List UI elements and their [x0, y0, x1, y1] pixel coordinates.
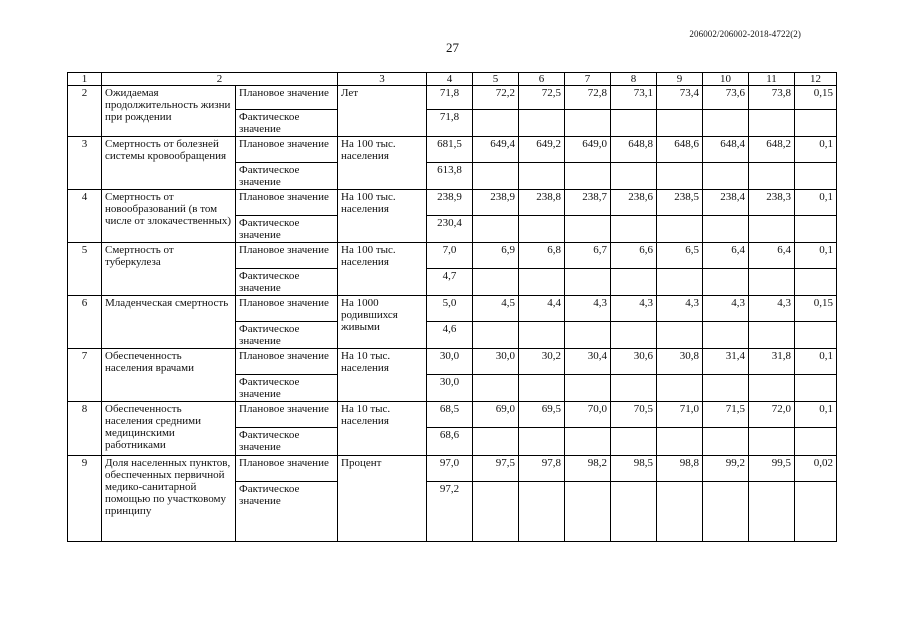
- indicator-name: Смертность от новообразований (в том числе от злокачественных): [102, 190, 236, 243]
- planned-value: 72,8: [565, 86, 611, 110]
- planned-value: 648,6: [657, 137, 703, 163]
- empty-cell: [611, 322, 657, 349]
- empty-cell: [749, 216, 795, 243]
- planned-value: 0,1: [795, 137, 837, 163]
- row-number: 8: [68, 402, 102, 456]
- empty-cell: [519, 482, 565, 542]
- planned-value: 0,1: [795, 243, 837, 269]
- row-number: 7: [68, 349, 102, 402]
- empty-cell: [703, 216, 749, 243]
- planned-value: 30,8: [657, 349, 703, 375]
- planned-value: 70,5: [611, 402, 657, 428]
- empty-cell: [749, 428, 795, 456]
- planned-value: 72,2: [473, 86, 519, 110]
- planned-value: 72,5: [519, 86, 565, 110]
- empty-cell: [795, 375, 837, 402]
- empty-cell: [749, 163, 795, 190]
- empty-cell: [657, 269, 703, 296]
- empty-cell: [657, 163, 703, 190]
- actual-label: Фактическое значение: [236, 375, 338, 402]
- planned-label: Плановое значение: [236, 296, 338, 322]
- header-cell: 11: [749, 73, 795, 86]
- planned-value: 97,5: [473, 456, 519, 482]
- planned-label: Плановое значение: [236, 456, 338, 482]
- unit-cell: Лет: [338, 86, 427, 137]
- actual-label: Фактическое значение: [236, 110, 338, 137]
- empty-cell: [473, 428, 519, 456]
- empty-cell: [565, 110, 611, 137]
- page-number: 27: [446, 40, 459, 55]
- planned-value: 71,5: [703, 402, 749, 428]
- empty-cell: [519, 110, 565, 137]
- planned-value: 97,8: [519, 456, 565, 482]
- header-cell: 5: [473, 73, 519, 86]
- planned-label: Плановое значение: [236, 190, 338, 216]
- planned-value: 72,0: [749, 402, 795, 428]
- empty-cell: [749, 375, 795, 402]
- planned-value: 0,1: [795, 402, 837, 428]
- planned-value: 71,0: [657, 402, 703, 428]
- planned-label: Плановое значение: [236, 86, 338, 110]
- planned-value: 0,15: [795, 296, 837, 322]
- unit-cell: На 10 тыс. населения: [338, 402, 427, 456]
- empty-cell: [565, 375, 611, 402]
- planned-value: 31,4: [703, 349, 749, 375]
- empty-cell: [565, 428, 611, 456]
- empty-cell: [519, 428, 565, 456]
- planned-value: 97,0: [427, 456, 473, 482]
- actual-value: 97,2: [427, 482, 473, 542]
- empty-cell: [703, 269, 749, 296]
- table-row: [68, 243, 837, 269]
- row-number: 5: [68, 243, 102, 296]
- empty-cell: [611, 216, 657, 243]
- actual-value: 71,8: [427, 110, 473, 137]
- header-cell: 12: [795, 73, 837, 86]
- planned-value: 5,0: [427, 296, 473, 322]
- empty-cell: [749, 110, 795, 137]
- empty-cell: [657, 322, 703, 349]
- table-row: [68, 86, 837, 110]
- empty-cell: [611, 375, 657, 402]
- empty-cell: [703, 110, 749, 137]
- planned-value: 99,2: [703, 456, 749, 482]
- planned-value: 238,8: [519, 190, 565, 216]
- planned-value: 30,0: [473, 349, 519, 375]
- empty-cell: [795, 269, 837, 296]
- table-row: [68, 349, 837, 375]
- planned-value: 71,8: [427, 86, 473, 110]
- empty-cell: [565, 163, 611, 190]
- table-row: [68, 137, 837, 163]
- planned-value: 0,1: [795, 190, 837, 216]
- planned-value: 30,6: [611, 349, 657, 375]
- planned-value: 238,9: [473, 190, 519, 216]
- planned-value: 69,5: [519, 402, 565, 428]
- table-row: [68, 402, 837, 428]
- planned-value: 4,3: [565, 296, 611, 322]
- empty-cell: [703, 322, 749, 349]
- planned-value: 238,7: [565, 190, 611, 216]
- planned-value: 238,5: [657, 190, 703, 216]
- indicator-name: Смертность от туберкулеза: [102, 243, 236, 296]
- header-cell: 4: [427, 73, 473, 86]
- planned-value: 73,6: [703, 86, 749, 110]
- empty-cell: [565, 269, 611, 296]
- unit-cell: На 100 тыс. населения: [338, 243, 427, 296]
- actual-label: Фактическое значение: [236, 269, 338, 296]
- planned-value: 238,4: [703, 190, 749, 216]
- planned-value: 6,9: [473, 243, 519, 269]
- actual-value: 68,6: [427, 428, 473, 456]
- table-row: [68, 190, 837, 216]
- empty-cell: [473, 110, 519, 137]
- empty-cell: [703, 482, 749, 542]
- actual-value: 4,7: [427, 269, 473, 296]
- empty-cell: [519, 375, 565, 402]
- planned-value: 6,8: [519, 243, 565, 269]
- planned-value: 6,6: [611, 243, 657, 269]
- actual-label: Фактическое значение: [236, 322, 338, 349]
- actual-label: Фактическое значение: [236, 163, 338, 190]
- planned-label: Плановое значение: [236, 137, 338, 163]
- planned-value: 98,5: [611, 456, 657, 482]
- document-id: 206002/206002-2018-4722(2): [689, 29, 801, 39]
- planned-value: 73,1: [611, 86, 657, 110]
- planned-value: 681,5: [427, 137, 473, 163]
- unit-cell: На 10 тыс. населения: [338, 349, 427, 402]
- empty-cell: [657, 428, 703, 456]
- planned-value: 4,3: [611, 296, 657, 322]
- actual-value: 613,8: [427, 163, 473, 190]
- empty-cell: [611, 163, 657, 190]
- row-number: 9: [68, 456, 102, 542]
- row-number: 4: [68, 190, 102, 243]
- actual-value: 30,0: [427, 375, 473, 402]
- planned-value: 649,0: [565, 137, 611, 163]
- empty-cell: [519, 269, 565, 296]
- header-cell: 9: [657, 73, 703, 86]
- empty-cell: [519, 322, 565, 349]
- empty-cell: [519, 163, 565, 190]
- planned-value: 4,5: [473, 296, 519, 322]
- planned-value: 6,7: [565, 243, 611, 269]
- actual-label: Фактическое значение: [236, 216, 338, 243]
- planned-value: 30,4: [565, 349, 611, 375]
- empty-cell: [657, 482, 703, 542]
- table-row: [68, 456, 837, 482]
- planned-value: 649,4: [473, 137, 519, 163]
- header-cell: 6: [519, 73, 565, 86]
- empty-cell: [703, 163, 749, 190]
- empty-cell: [565, 482, 611, 542]
- empty-cell: [795, 216, 837, 243]
- planned-value: 648,4: [703, 137, 749, 163]
- unit-cell: Процент: [338, 456, 427, 542]
- empty-cell: [795, 322, 837, 349]
- unit-cell: На 100 тыс. населения: [338, 190, 427, 243]
- planned-value: 31,8: [749, 349, 795, 375]
- header-cell: 8: [611, 73, 657, 86]
- empty-cell: [473, 322, 519, 349]
- empty-cell: [611, 110, 657, 137]
- planned-value: 649,2: [519, 137, 565, 163]
- indicators-table: [67, 72, 837, 542]
- planned-value: 0,02: [795, 456, 837, 482]
- planned-value: 0,15: [795, 86, 837, 110]
- header-row: [68, 73, 837, 86]
- planned-value: 69,0: [473, 402, 519, 428]
- planned-value: 238,9: [427, 190, 473, 216]
- planned-label: Плановое значение: [236, 243, 338, 269]
- empty-cell: [795, 482, 837, 542]
- empty-cell: [473, 216, 519, 243]
- planned-value: 0,1: [795, 349, 837, 375]
- planned-value: 70,0: [565, 402, 611, 428]
- empty-cell: [565, 322, 611, 349]
- empty-cell: [703, 428, 749, 456]
- planned-value: 98,2: [565, 456, 611, 482]
- planned-label: Плановое значение: [236, 402, 338, 428]
- planned-value: 6,4: [749, 243, 795, 269]
- indicator-name: Ожидаемая продолжительность жизни при рождении: [102, 86, 236, 137]
- header-cell: 10: [703, 73, 749, 86]
- empty-cell: [611, 428, 657, 456]
- empty-cell: [795, 428, 837, 456]
- empty-cell: [473, 163, 519, 190]
- planned-value: 6,5: [657, 243, 703, 269]
- planned-value: 648,8: [611, 137, 657, 163]
- actual-value: 4,6: [427, 322, 473, 349]
- empty-cell: [657, 375, 703, 402]
- row-number: 2: [68, 86, 102, 137]
- planned-value: 648,2: [749, 137, 795, 163]
- planned-value: 7,0: [427, 243, 473, 269]
- empty-cell: [473, 269, 519, 296]
- header-cell: 7: [565, 73, 611, 86]
- actual-label: Фактическое значение: [236, 482, 338, 542]
- indicator-name: Смертность от болезней системы кровообращения: [102, 137, 236, 190]
- planned-value: 68,5: [427, 402, 473, 428]
- empty-cell: [749, 322, 795, 349]
- planned-value: 4,3: [703, 296, 749, 322]
- planned-value: 30,2: [519, 349, 565, 375]
- indicator-name: Обеспеченность населения врачами: [102, 349, 236, 402]
- unit-cell: На 1000 родившихся живыми: [338, 296, 427, 349]
- row-number: 3: [68, 137, 102, 190]
- empty-cell: [473, 375, 519, 402]
- planned-value: 73,8: [749, 86, 795, 110]
- actual-label: Фактическое значение: [236, 428, 338, 456]
- planned-value: 99,5: [749, 456, 795, 482]
- empty-cell: [519, 216, 565, 243]
- planned-value: 4,3: [749, 296, 795, 322]
- header-cell: 1: [68, 73, 102, 86]
- empty-cell: [611, 482, 657, 542]
- indicator-name: Младенческая смертность: [102, 296, 236, 349]
- empty-cell: [795, 163, 837, 190]
- empty-cell: [657, 216, 703, 243]
- planned-label: Плановое значение: [236, 349, 338, 375]
- empty-cell: [795, 110, 837, 137]
- planned-value: 238,6: [611, 190, 657, 216]
- empty-cell: [749, 269, 795, 296]
- empty-cell: [565, 216, 611, 243]
- empty-cell: [611, 269, 657, 296]
- header-cell: 3: [338, 73, 427, 86]
- planned-value: 73,4: [657, 86, 703, 110]
- planned-value: 4,3: [657, 296, 703, 322]
- planned-value: 6,4: [703, 243, 749, 269]
- empty-cell: [703, 375, 749, 402]
- table-row: [68, 296, 837, 322]
- indicator-name: Обеспеченность населения средними медицинскими работниками: [102, 402, 236, 456]
- planned-value: 30,0: [427, 349, 473, 375]
- indicator-name: Доля населенных пунктов, обеспеченных первичной медико-санитарной помощью по участковому принципу: [102, 456, 236, 542]
- empty-cell: [657, 110, 703, 137]
- planned-value: 4,4: [519, 296, 565, 322]
- row-number: 6: [68, 296, 102, 349]
- unit-cell: На 100 тыс. населения: [338, 137, 427, 190]
- empty-cell: [749, 482, 795, 542]
- planned-value: 238,3: [749, 190, 795, 216]
- empty-cell: [473, 482, 519, 542]
- planned-value: 98,8: [657, 456, 703, 482]
- header-cell: 2: [102, 73, 338, 86]
- actual-value: 230,4: [427, 216, 473, 243]
